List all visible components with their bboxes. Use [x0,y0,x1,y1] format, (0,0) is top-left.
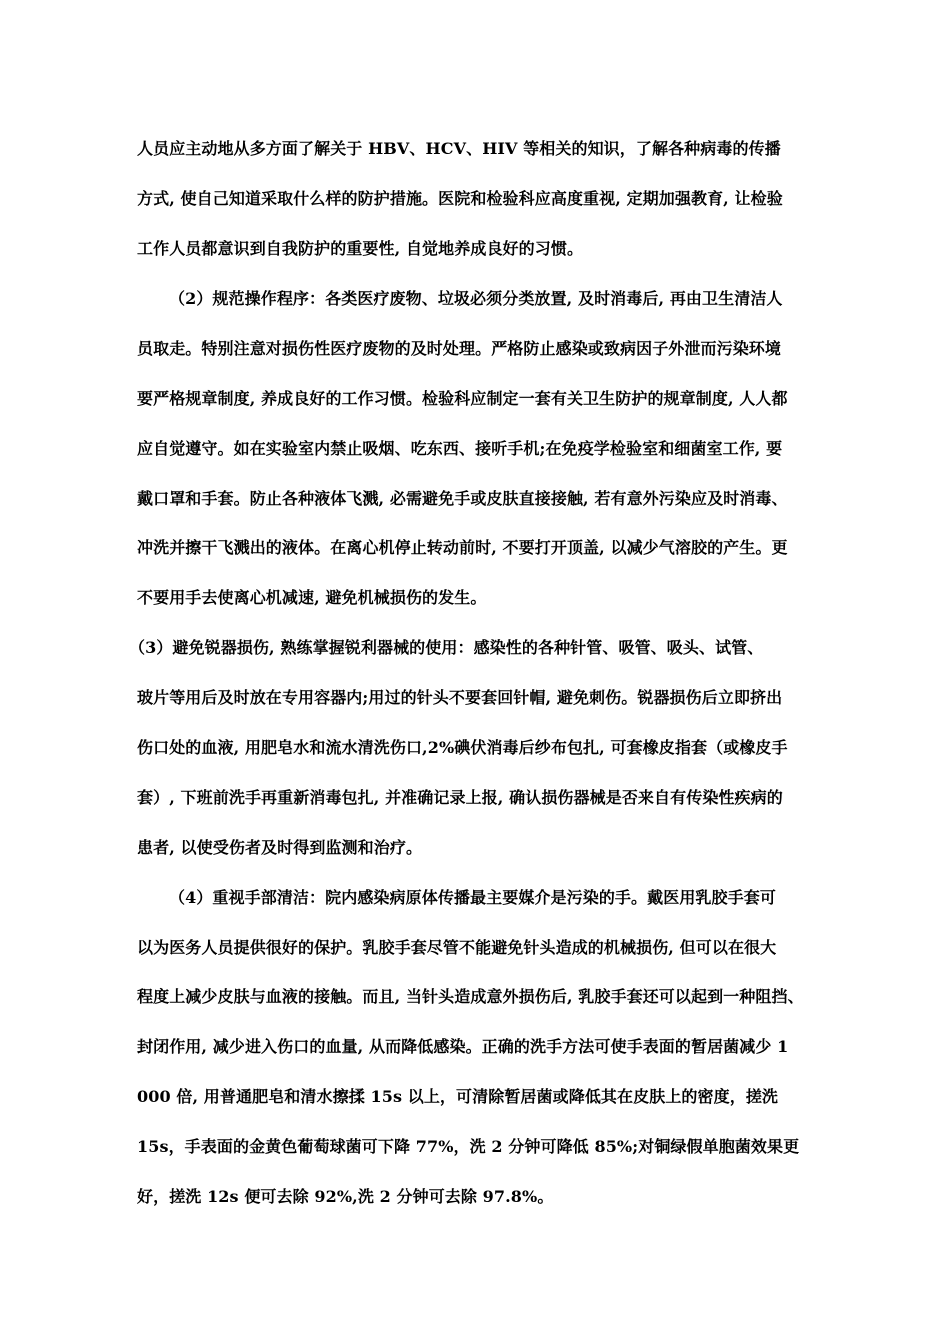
text-line: 方式, 使自己知道采取什么样的防护措施。医院和检验科应高度重视, 定期加强教育, 让检验 [137,189,783,208]
text-line: 冲洗并擦干飞溅出的液体。在离心机停止转动前时, 不要打开顶盖, 以减少气溶胶的产生。更 [137,538,788,557]
text-line: （2）规范操作程序：各类医疗废物、垃圾必须分类放置, 及时消毒后, 再由卫生清洁人 [169,289,783,308]
text-line: 好，搓洗 12s 便可去除 92%,洗 2 分钟可去除 97.8%。 [137,1187,554,1206]
text-line: 程度上减少皮肤与血液的接触。而且, 当针头造成意外损伤后, 乳胶手套还可以起到一种阻挡、 [137,987,804,1006]
text-line: 套）, 下班前洗手再重新消毒包扎, 并准确记录上报, 确认损伤器械是否来自有传染性疾病的 [137,788,783,807]
text-line: 不要用手去使离心机减速, 避免机械损伤的发生。 [137,588,487,607]
text-line: 员取走。特别注意对损伤性医疗废物的及时处理。严格防止感染或致病因子外泄而污染环境 [137,339,782,358]
text-line: 000 倍, 用普通肥皂和清水擦揉 15s 以上，可清除暂居菌或降低其在皮肤上的密度，搓洗 [137,1087,779,1106]
text-line: （4）重视手部清洁：院内感染病原体传播最主要媒介是污染的手。戴医用乳胶手套可 [169,888,776,907]
text-line: 患者, 以使受伤者及时得到监测和治疗。 [137,838,423,857]
text-line: 封闭作用, 减少进入伤口的血量, 从而降低感染。正确的洗手方法可使手表面的暂居菌减少 1 [137,1037,789,1056]
text-line: 戴口罩和手套。防止各种液体飞溅, 必需避免手或皮肤直接接触, 若有意外污染应及时消毒、 [137,489,788,508]
text-line: 人员应主动地从多方面了解关于 HBV、HCV、HIV 等相关的知识，了解各种病毒的传播 [137,139,781,158]
text-line: 以为医务人员提供很好的保护。乳胶手套尽管不能避免针头造成的机械损伤, 但可以在很大 [137,938,777,957]
text-line: 玻片等用后及时放在专用容器内;用过的针头不要套回针帽, 避免刺伤。锐器损伤后立即挤出 [137,688,783,707]
text-line: 15s，手表面的金黄色葡萄球菌可下降 77%，洗 2 分钟可降低 85%;对铜绿假单胞菌效果更 [137,1137,800,1156]
text-line: 伤口处的血液, 用肥皂水和流水清洗伤口,2%碘伏消毒后纱布包扎, 可套橡皮指套（或橡皮手 [137,738,788,757]
text-line: 工作人员都意识到自我防护的重要性, 自觉地养成良好的习惯。 [137,239,584,258]
text-line: 应自觉遵守。如在实验室内禁止吸烟、吃东西、接听手机;在免疫学检验室和细菌室工作, 要 [137,439,783,458]
text-line: 要严格规章制度, 养成良好的工作习惯。检验科应制定一套有关卫生防护的规章制度, 人人都 [137,389,788,408]
text-line: （3）避免锐器损伤, 熟练掌握锐利器械的使用：感染性的各种针管、吸管、吸头、试管、 [129,638,764,657]
